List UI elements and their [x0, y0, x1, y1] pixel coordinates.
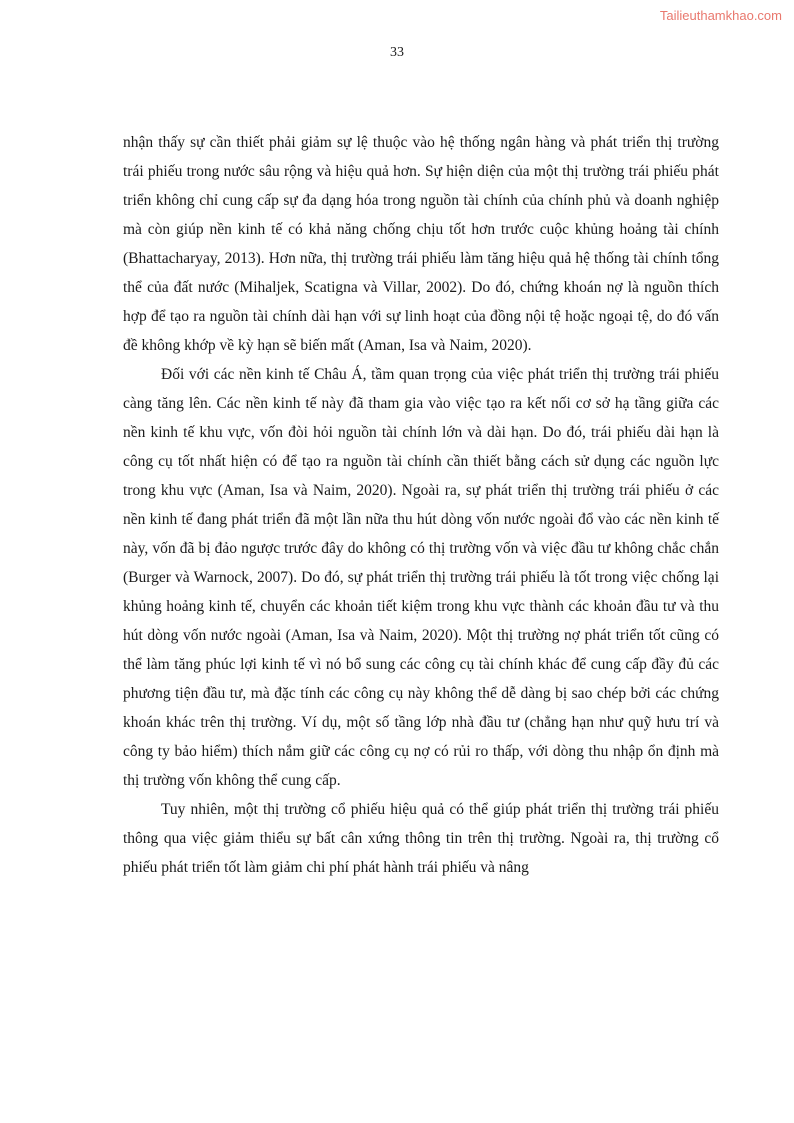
paragraph: Đối với các nền kinh tế Châu Á, tầm quan trọng của việc phát triển thị trường trái phiếu càng tăng lên. Các nền kinh tế này đã tham gia vào việc tạo ra kết nối cơ sở hạ tầng giữa các nền kinh tế khu vực, vốn đòi hỏi nguồn tài chính lớn và dài hạn. Do đó, trái phiếu dài hạn là công cụ tốt nhất hiện có để tạo ra nguồn tài chính cần thiết bằng cách sử dụng các nguồn lực trong khu vực (Aman, Isa và Naim, 2020). Ngoài ra, sự phát triển thị trường trái phiếu ở các nền kinh tế đang phát triển đã một lần nữa thu hút dòng vốn nước ngoài đổ vào các nền kinh tế này, vốn đã bị đảo ngược trước đây do không có thị trường vốn và việc đầu tư không chắc chắn (Burger và Warnock, 2007). Do đó, sự phát triển thị trường trái phiếu là tốt trong việc chống lại khủng hoảng kinh tế, chuyển các khoản tiết kiệm trong khu vực thành các khoản đầu tư và thu hút dòng vốn nước ngoài (Aman, Isa và Naim, 2020). Một thị trường nợ phát triển tốt cũng có thể làm tăng phúc lợi kinh tế vì nó bổ sung các công cụ tài chính khác để cung cấp đầy đủ các phương tiện đầu tư, mà đặc tính các công cụ này không thể dễ dàng bị sao chép bởi các chứng khoán khác trên thị trường. Ví dụ, một số tầng lớp nhà đầu tư (chẳng hạn như quỹ hưu trí và công ty bảo hiểm) thích nắm giữ các công cụ nợ có rủi ro thấp, với dòng thu nhập ổn định mà thị trường vốn không thể cung cấp.: [123, 366, 719, 789]
paragraph: nhận thấy sự cần thiết phải giảm sự lệ thuộc vào hệ thống ngân hàng và phát triển thị trường trái phiếu trong nước sâu rộng và hiệu quả hơn. Sự hiện diện của một thị trường trái phiếu phát triển không chỉ cung cấp sự đa dạng hóa trong nguồn tài chính của chính phủ và doanh nghiệp mà còn giúp nền kinh tế có khả năng chống chịu tốt hơn trước cuộc khủng hoảng tài chính (Bhattacharyay, 2013). Hơn nữa, thị trường trái phiếu làm tăng hiệu quả hệ thống tài chính tổng thể của đất nước (Mihaljek, Scatigna và Villar, 2002). Do đó, chứng khoán nợ là nguồn thích hợp để tạo ra nguồn tài chính dài hạn với sự linh hoạt của đồng nội tệ hoặc ngoại tệ, do đó vấn đề không khớp về kỳ hạn sẽ biến mất (Aman, Isa và Naim, 2020).: [123, 134, 719, 354]
page-content: [123, 128, 719, 882]
page-number: 33: [390, 45, 404, 60]
watermark: Tailieuthamkhao.com: [659, 8, 782, 23]
paragraph: Tuy nhiên, một thị trường cổ phiếu hiệu quả có thể giúp phát triển thị trường trái phiếu thông qua việc giảm thiểu sự bất cân xứng thông tin trên thị trường. Ngoài ra, thị trường cổ phiếu phát triển tốt làm giảm chi phí phát hành trái phiếu và nâng: [123, 801, 719, 876]
